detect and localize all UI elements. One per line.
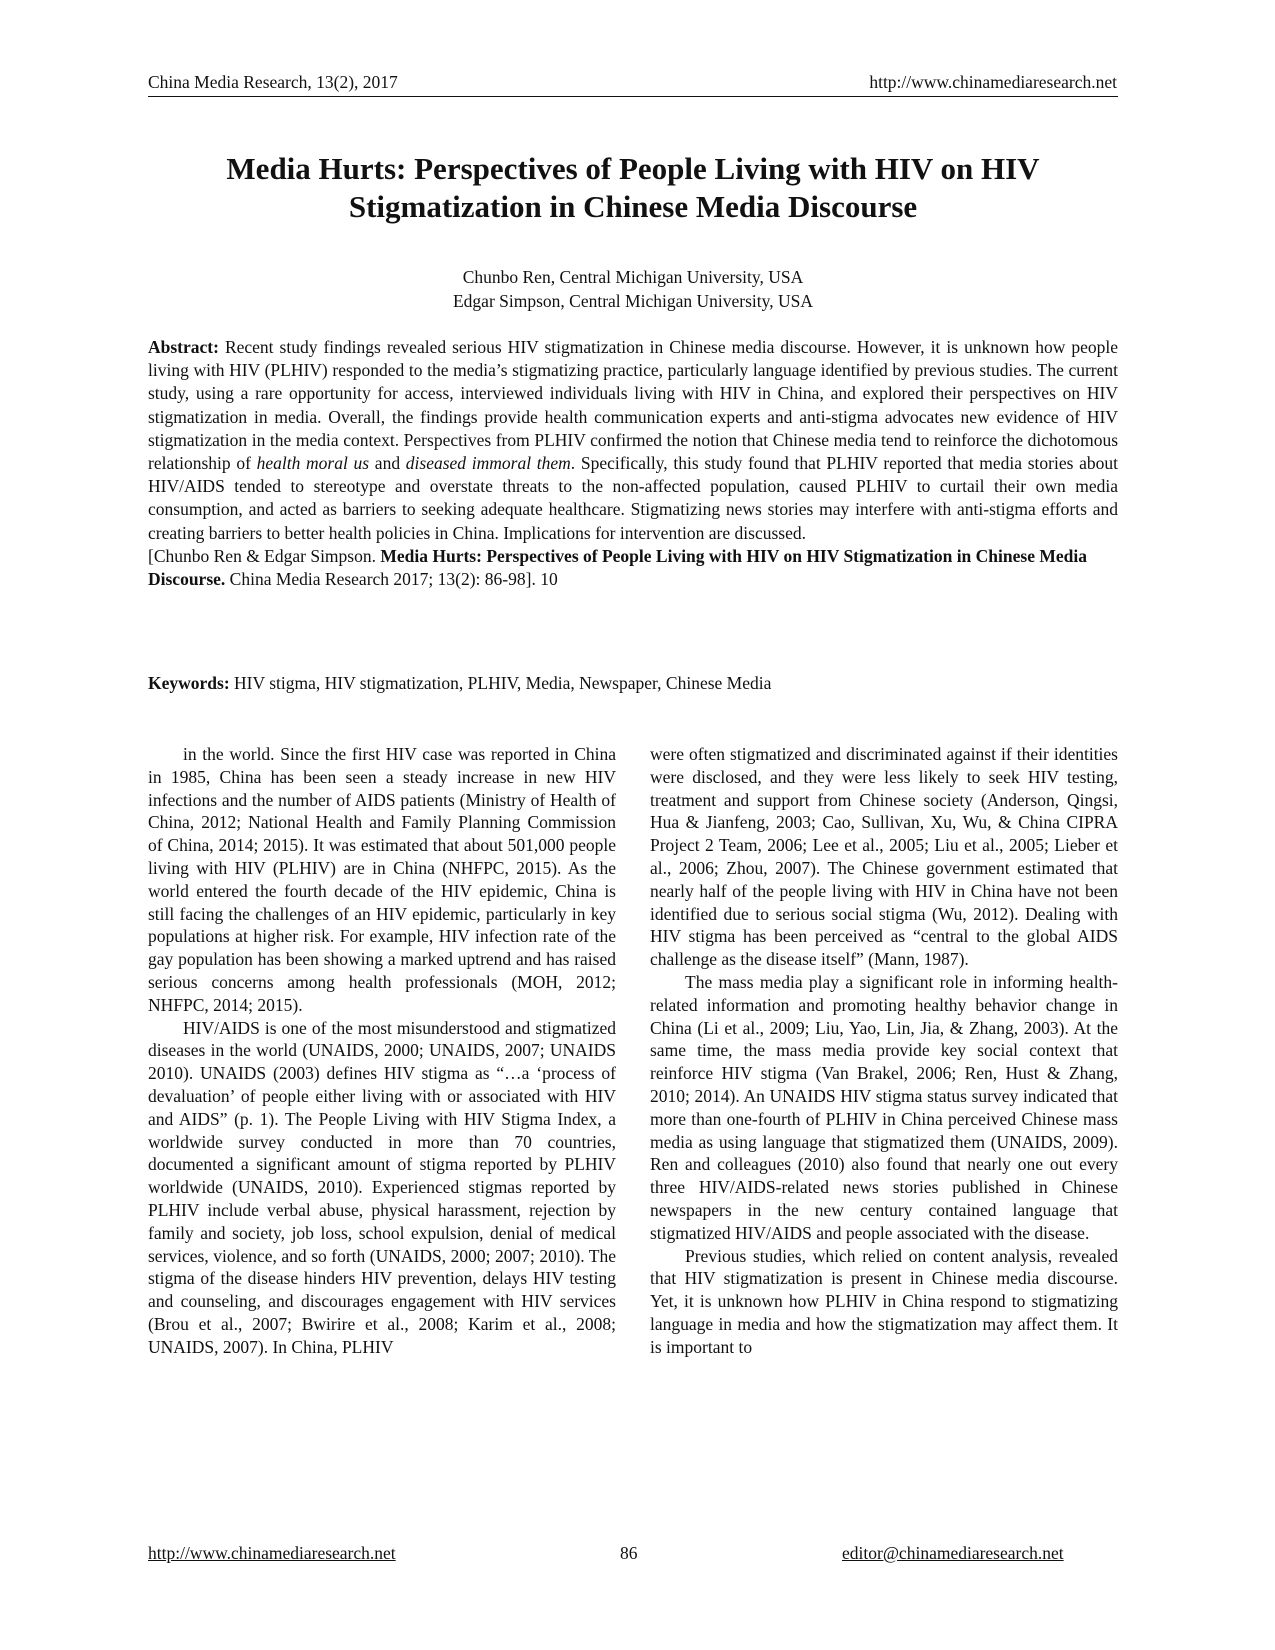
paragraph: Previous studies, which relied on content analysis, revealed that HIV stigmatization is present in Chinese media discourse. Yet, it is unknown how PLHIV in China respond to stigmatizing language in media and how the stigmatization may affect them. It is important to [650, 1245, 1118, 1357]
abstract-and: and [369, 453, 406, 474]
author-list [148, 265, 1118, 313]
paper-title-line-1: Media Hurts: Perspectives of People Living with HIV on HIV [226, 151, 1040, 186]
citation-title: Media Hurts: Perspectives of People Living with HIV on HIV Stigmatization in Chinese Media Discourse. [148, 545, 1087, 590]
running-header-url: http://www.chinamediaresearch.net [869, 72, 1117, 92]
footer-email-link[interactable]: editor@chinamediaresearch.net [842, 1543, 1064, 1563]
footer-url-link[interactable]: http://www.chinamediaresearch.net [148, 1543, 396, 1563]
paper-title-line-2: Stigmatization in Chinese Media Discourse [348, 189, 918, 224]
citation-suffix: China Media Research 2017; 13(2): 86-98]. 10 [225, 569, 558, 590]
running-header-journal: China Media Research, 13(2), 2017 [148, 72, 398, 92]
body-column-right [650, 743, 1118, 1359]
paragraph: The mass media play a significant role in informing health-related information and promoting healthy behavior change in China (Li et al., 2009; Liu, Yao, Lin, Jia, & Zhang, 2003). At the same time, the mass media provide key social context that reinforce HIV stigma (Van Brakel, 2006; Ren, Hust & Zhang, 2010; 2014). An UNAIDS HIV stigma status survey indicated that more than one-fourth of PLHIV in China perceived Chinese mass media as using language that stigmatized them (UNAIDS, 2009). Ren and colleagues (2010) also found that nearly one out every three HIV/AIDS-related news stories published in Chinese newspapers in the new century contained language that stigmatized HIV/AIDS and people associated with the disease. [650, 971, 1118, 1243]
keywords-label: Keywords: [148, 673, 230, 693]
abstract-label: Abstract: [148, 337, 219, 357]
abstract [148, 336, 1118, 591]
citation [148, 545, 1118, 591]
keywords [148, 672, 1118, 695]
author-2: Edgar Simpson, Central Michigan University, USA [452, 291, 813, 311]
citation-prefix: [Chunbo Ren & Edgar Simpson. [148, 545, 381, 566]
body-column-left [148, 743, 616, 1359]
page-number: 86 [620, 1543, 638, 1563]
keywords-text: HIV stigma, HIV stigmatization, PLHIV, Media, Newspaper, Chinese Media [229, 673, 772, 693]
paragraph: were often stigmatized and discriminated against if their identities were disclosed, and they were less likely to seek HIV testing, treatment and support from Chinese society (Anderson, Qingsi, Hua & Jianfeng, 2003; Cao, Sullivan, Xu, Wu, & China CIPRA Project 2 Team, 2006; Lee et al., 2005; Liu et al., 2005; Lieber et al., 2006; Zhou, 2007). The Chinese government estimated that nearly half of the people living with HIV in China have not been identified due to serious social stigma (Wu, 2012). Dealing with HIV stigma has been perceived as “central to the global AIDS challenge as the disease itself” (Mann, 1987). [650, 744, 1118, 970]
header-rule [148, 96, 1118, 97]
abstract-italic-1: health moral us [256, 453, 370, 474]
paper-title [148, 150, 1118, 226]
abstract-text-1: Recent study findings revealed serious HIV stigmatization in Chinese media discourse. However, it is unknown how people living with HIV (PLHIV) responded to the media’s stigmatizing practice, particularly language identified by previous studies. The current study, using a rare opportunity for access, interviewed individuals living with HIV in China, and explored their perspectives on HIV stigmatization in media. Overall, the findings provide health communication experts and anti-stigma advocates new evidence of HIV stigmatization in the media context. Perspectives from PLHIV confirmed the notion that Chinese media tend to reinforce the dichotomous relationship of [148, 337, 1118, 474]
abstract-italic-2: diseased immoral them [405, 453, 571, 474]
abstract-text-2: . Specifically, this study found that PLHIV reported that media stories about HIV/AIDS tended to stereotype and overstate threats to the non-affected population, caused PLHIV to curtail their own media consumption, and acted as barriers to seeking adequate healthcare. Stigmatizing news stories may interfere with anti-stigma efforts and creating barriers to better health policies in China. Implications for intervention are discussed. [148, 453, 1118, 543]
author-1: Chunbo Ren, Central Michigan University, USA [462, 267, 804, 287]
paragraph: HIV/AIDS is one of the most misunderstood and stigmatized diseases in the world (UNAIDS, 2000; UNAIDS, 2007; UNAIDS 2010). UNAIDS (2003) defines HIV stigma as “…a ‘process of devaluation’ of people either living with or associated with HIV and AIDS” (p. 1). The People Living with HIV Stigma Index, a worldwide survey conducted in more than 70 countries, documented a significant amount of stigma reported by PLHIV worldwide (UNAIDS, 2010). Experienced stigmas reported by PLHIV include verbal abuse, physical harassment, rejection by family and society, job loss, school expulsion, denial of medical services, violence, and so forth (UNAIDS, 2000; 2007; 2010). The stigma of the disease hinders HIV prevention, delays HIV testing and counseling, and discourages engagement with HIV services (Brou et al., 2007; Bwirire et al., 2008; Karim et al., 2008; UNAIDS, 2007). In China, PLHIV [148, 1017, 616, 1357]
paragraph: in the world. Since the first HIV case was reported in China in 1985, China has been seen a steady increase in new HIV infections and the number of AIDS patients (Ministry of Health of China, 2012; National Health and Family Planning Commission of China, 2014; 2015). It was estimated that about 501,000 people living with HIV (PLHIV) are in China (NHFPC, 2015). As the world entered the fourth decade of the HIV epidemic, China is still facing the challenges of an HIV epidemic, particularly in key populations at higher risk. For example, HIV infection rate of the gay population has been showing a marked uptrend and has raised serious concerns among health professionals (MOH, 2012; NHFPC, 2014; 2015). [148, 744, 616, 1015]
